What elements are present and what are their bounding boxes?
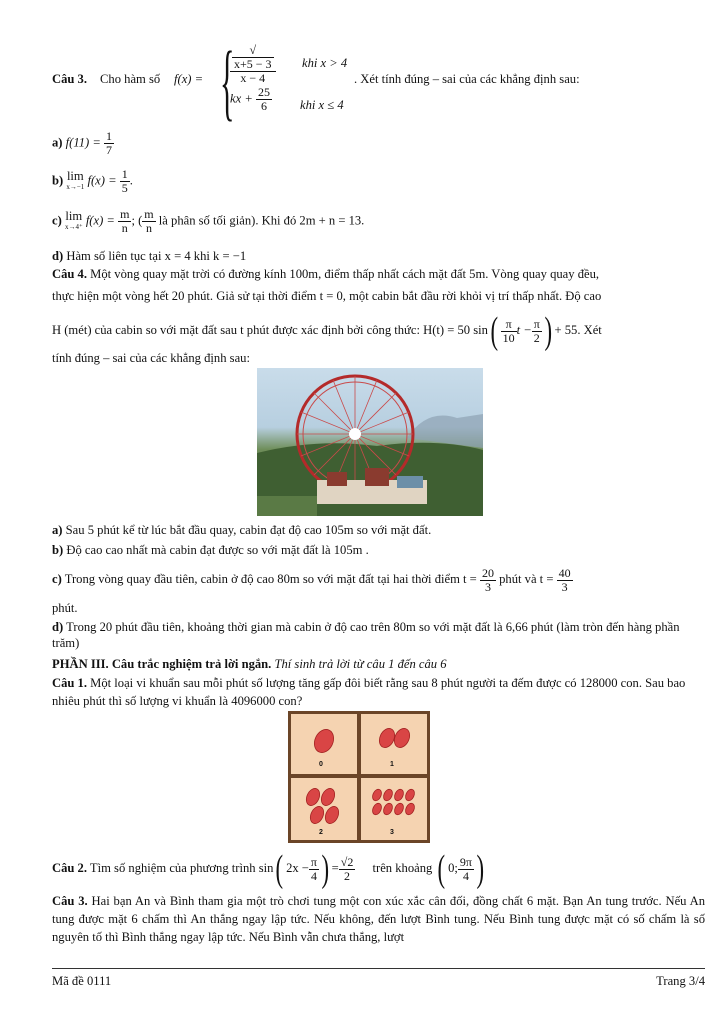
part3-q2-range: trên khoảng (372, 861, 433, 875)
page-number: Trang 3/4 (656, 974, 705, 988)
cau3-c-den: n (121, 221, 128, 235)
piecewise-brace: { (220, 33, 235, 129)
cau3-label: Câu 3. (52, 72, 87, 86)
cell-label-1: 1 (390, 761, 394, 768)
cau3-b-lim: lim (66, 168, 84, 183)
piece1-num: x+5 − 3 (234, 57, 272, 71)
cau4-c-mid: phút và t = (499, 572, 554, 586)
bacteria-diagram (288, 711, 430, 843)
cell-label-2: 2 (319, 829, 323, 836)
cau4-line2-text: thực hiện một vòng hết 20 phút. Giả sử tại thời điểm t = 0, một cabin bắt đầu rời khỏi vị trí thấp nhất. Độ cao (52, 289, 602, 303)
cau4-t: t − (516, 323, 532, 337)
part3-q2-inner: 2x − (286, 861, 309, 875)
cau4-formula-lead: H (mét) của cabin so với mặt đất sau t phút được xác định bởi công thức: H(t) = 50 sin (52, 323, 488, 337)
part3-subtitle: Thí sinh trả lời từ câu 1 đến câu 6 (274, 657, 447, 671)
cau4-line2 (52, 288, 705, 305)
part3-q1-label: Câu 1. (52, 676, 87, 690)
piece2-den: 6 (260, 99, 267, 113)
part3-q2-9pi: 9π (459, 854, 472, 869)
cau4-c (52, 562, 705, 596)
part3-q3 (52, 892, 705, 946)
cau4-c-label: c) (52, 572, 62, 586)
cau4-line4 (52, 350, 705, 367)
cau4-c-n2: 40 (558, 565, 571, 580)
piece1-cond: khi x > 4 (302, 56, 348, 70)
cau4-c-tail-text: phút. (52, 601, 78, 615)
cau3-c-mid: ; ( (131, 213, 143, 228)
cau4-a-label: a) (52, 523, 63, 537)
cau4-d (52, 619, 705, 651)
cau3-intro: Cho hàm số (100, 72, 161, 86)
part3-heading (52, 656, 705, 673)
cau4-pi2: π (533, 316, 540, 331)
ferris-wheel-photo (257, 368, 483, 516)
cau3-c-num: m (120, 207, 130, 221)
cau4-a-text: Sau 5 phút kể từ lúc bắt đầu quay, cabin đạt độ cao 105m so với mặt đất. (65, 523, 432, 537)
cau4-line4-text: tính đúng – sai của các khẳng định sau: (52, 351, 250, 365)
cau4-pi1: π (501, 318, 517, 332)
cau3-d-label: d) (52, 249, 64, 263)
part3-q2-pi: π (310, 854, 317, 869)
cau4-c-d2: 3 (561, 579, 568, 594)
cau3-stem (52, 33, 712, 129)
cau4-d-label: d) (52, 620, 64, 634)
part3-q2-label: Câu 2. (52, 861, 87, 875)
part3-q2: Câu 2. Tìm số nghiệm của phương trình sin( 2x − $\frac{\pi}{4}$ ) = $\frac{√2}{2}$ trên khoảng ( 0; $\frac{9\pi}{4}$ ) (52, 848, 485, 891)
cau4-line1-text: Một vòng quay mặt trời có đường kính 100m, điểm thấp nhất cách mặt đất 5m. Vòng quay quay đều, (90, 267, 600, 281)
part3-q2-rnum: √2 (340, 854, 354, 869)
cau4-line3: H (mét) của cabin so với mặt đất sau t phút được xác định bởi công thức: H(t) = 50 sin( $\frac{\pi}{10}$ t − $\frac{\pi}{2}$ ) + 55. Xét (52, 310, 602, 353)
cau3-a (52, 130, 705, 160)
cau3-c-text: f(x) = (85, 213, 115, 228)
cau4-formula-tail: + 55. Xét (554, 323, 602, 337)
part3-q2-text: Tìm số nghiệm của phương trình sin (89, 861, 274, 875)
cau3-d (52, 248, 705, 265)
cau3-b-text: f(x) = (87, 173, 117, 188)
cau3-b-sub: x→−1 (66, 182, 85, 191)
cau3-c (52, 208, 705, 240)
part3-q2-eq: = (331, 861, 339, 875)
cau4-c-n1: 20 (481, 565, 494, 580)
cau3-c-num2: m (144, 207, 154, 221)
cell-label-3: 3 (390, 829, 394, 836)
piece1-den: x − 4 (240, 71, 266, 85)
part3-q2-open: 0; (448, 861, 458, 875)
cau3-b-label: b) (52, 173, 64, 188)
part3-q1 (52, 674, 705, 710)
cau4-b-text: Độ cao cao nhất mà cabin đạt được so với mặt đất là 105m . (66, 543, 369, 557)
cau4-b (52, 542, 705, 559)
footer-rule (52, 968, 705, 969)
part3-q2-4: 4 (310, 868, 317, 883)
piece2-cond: khi x ≤ 4 (300, 98, 344, 112)
cau3-a-num: 1 (106, 129, 113, 143)
cau3-c-tail: là phân số tối giản). Khi đó 2m + n = 13. (158, 213, 365, 228)
part3-q3-label: Câu 3. (52, 894, 88, 908)
cau4-2: 2 (533, 330, 540, 345)
piece1: √ x+5 − 3 x − 4 (230, 44, 276, 85)
cau4-c-d1: 3 (484, 579, 491, 594)
ferris-wheel-illustration (257, 368, 483, 516)
bacteria-grid (288, 711, 430, 843)
piece2 (230, 86, 272, 113)
cau3-a-label: a) (52, 135, 63, 150)
cau3-tail: . Xét tính đúng – sai của các khẳng định sau: (354, 72, 580, 86)
cell-label-0: 0 (319, 761, 323, 768)
cau3-b: b) lim x→−1 f(x) = $\frac{1}{5}$ . (52, 167, 133, 195)
cau4-label: Câu 4. (52, 267, 87, 281)
cau3-d-text: Hàm số liên tục tại x = 4 khi k = −1 (66, 249, 247, 263)
part3-q2-4b: 4 (462, 868, 469, 883)
part3-q1-text: Một loại vi khuẩn sau mỗi phút số lượng tăng gấp đôi biết rằng sau 8 phút người ta đếm được có 128000 con. Sau bao nhiêu phút thì số lượng vi khuẩn là 4096000 con? (52, 676, 686, 708)
cau3-fx: f(x) = (174, 72, 204, 86)
part3-q2-rden: 2 (344, 868, 351, 883)
cau3-c-label: c) (52, 213, 62, 228)
cau4-10: 10 (502, 330, 515, 345)
cau4-d-text: Trong 20 phút đầu tiên, khoảng thời gian mà cabin ở độ cao trên 80m so với mặt đất là 6,66 phút (làm tròn đến hàng phần trăm) (52, 620, 680, 650)
cau4-a (52, 522, 705, 539)
cau4-c-tail (52, 600, 705, 617)
part3-title: PHẦN III. Câu trắc nghiệm trả lời ngắn. (52, 657, 272, 671)
part3-q3-text: Hai bạn An và Bình tham gia một trò chơi tung một con xúc xắc cân đối, đồng chất 6 mặt. Bạn An tung trước. Nếu An tung được mặt 6 chấm thì An thắng ngay lập tức. Nếu không, đến lượt Bình tung. Nếu Bình tung được mặt có số chấm là số nguyên tố thì Bình thắng ngay lập tức. Nếu Bình vẫn chưa thắng, lượt (52, 894, 705, 944)
cau4-b-label: b) (52, 543, 64, 557)
cau3-b-num: 1 (121, 167, 128, 181)
cau3-c-den2: n (145, 221, 152, 235)
piece2-pre: kx + (230, 91, 253, 106)
cau3-c-lim: lim (65, 208, 83, 223)
cau3-a-den: 7 (106, 143, 113, 157)
cau3-a-text: f(11) = (65, 135, 101, 150)
cau4-c-text: Trong vòng quay đầu tiên, cabin ở độ cao 80m so với mặt đất tại hai thời điểm t = (64, 572, 477, 586)
piece2-num: 25 (257, 85, 270, 99)
cau3-b-den: 5 (121, 181, 128, 195)
cau3-c-sub: x→4⁺ (64, 222, 83, 231)
cau4-line1 (52, 266, 705, 283)
exam-code: Mã đề 0111 (52, 974, 112, 988)
